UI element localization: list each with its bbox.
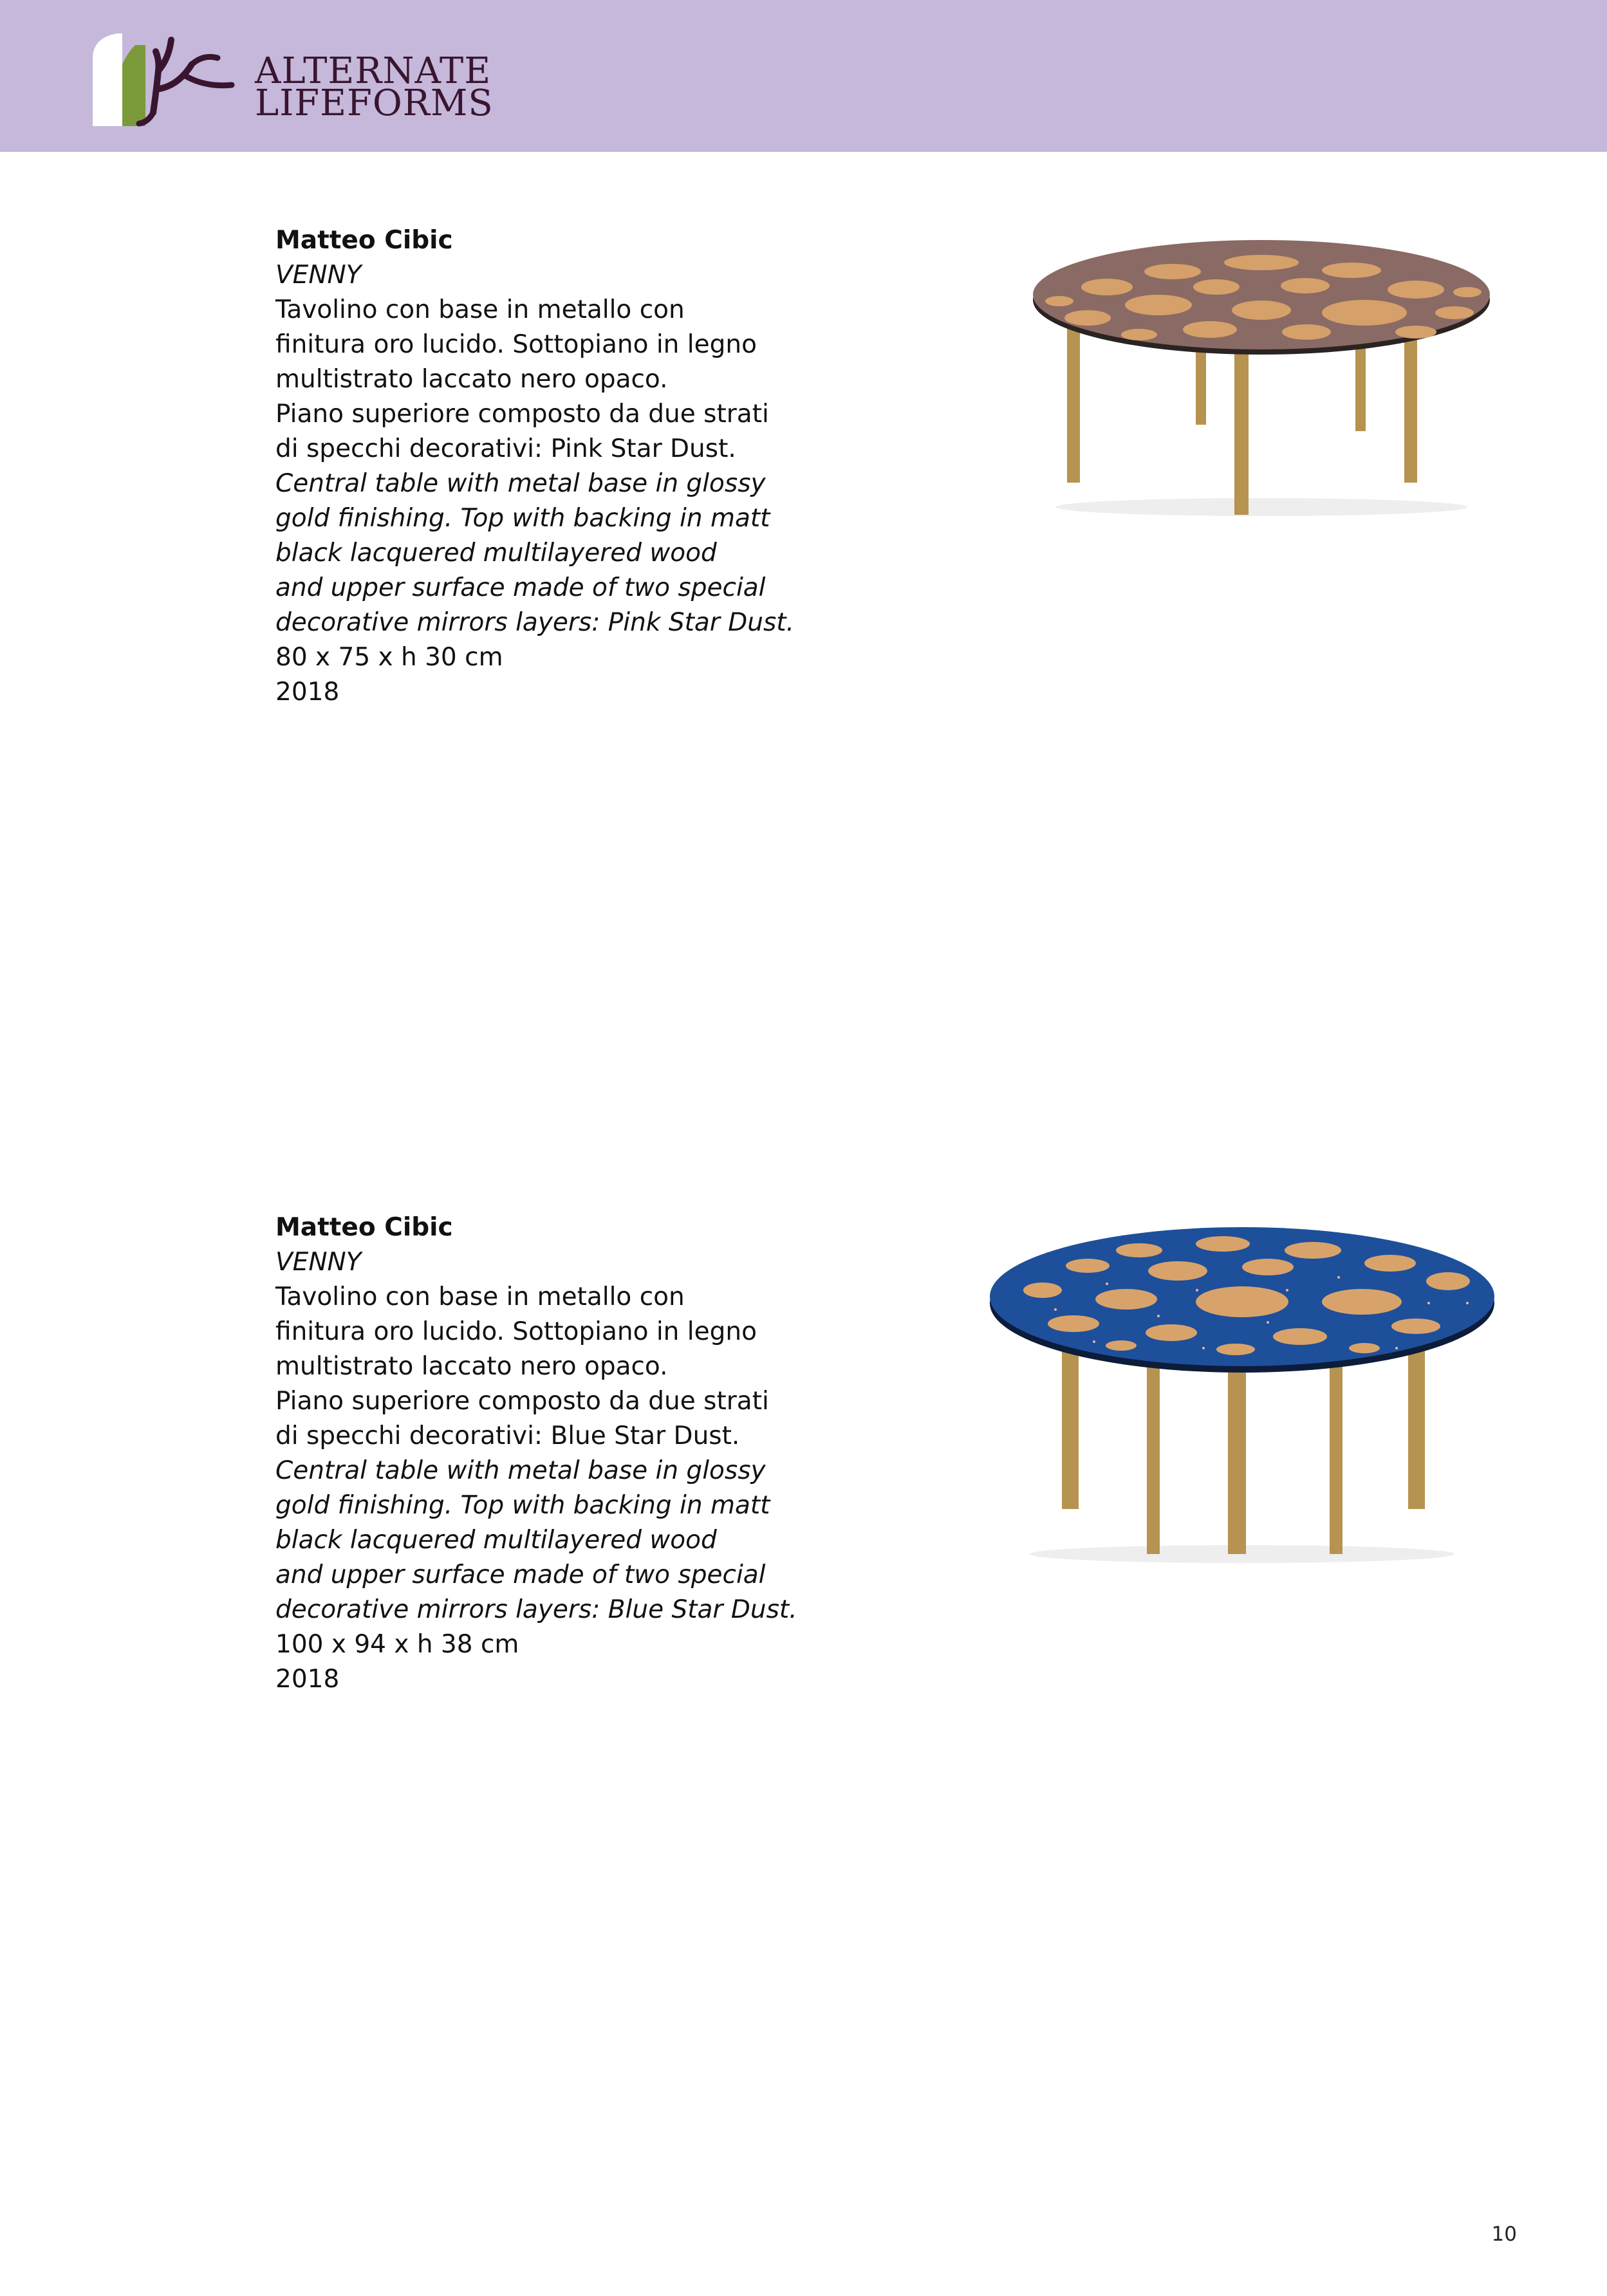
description-en-line: gold finishing. Top with backing in matt — [275, 504, 770, 533]
description-en-line: black lacquered multilayered wood — [275, 1526, 717, 1555]
description-en-line: Central table with metal base in glossy — [275, 1456, 766, 1485]
description-en-line: and upper surface made of two special — [275, 573, 766, 602]
product-title: VENNY — [275, 1248, 362, 1277]
description-en-line: decorative mirrors layers: Blue Star Dust. — [275, 1595, 797, 1624]
description-it-line: multistrato laccato nero opaco. — [275, 365, 668, 394]
description-en-line: and upper surface made of two special — [275, 1560, 766, 1589]
year: 2018 — [275, 1665, 340, 1694]
designer-name: Matteo Cibic — [275, 1213, 453, 1242]
product-image-pink-table[interactable] — [1004, 238, 1519, 524]
description-it-line: finitura oro lucido. Sottopiano in legno — [275, 1317, 757, 1346]
year: 2018 — [275, 678, 340, 707]
description-it-line: Piano superiore composto da due strati — [275, 400, 769, 429]
product-title: VENNY — [275, 261, 362, 290]
description-it-line: multistrato laccato nero opaco. — [275, 1352, 668, 1381]
description-it-line: Tavolino con base in metallo con — [275, 295, 685, 324]
description-it-line: Tavolino con base in metallo con — [275, 1282, 685, 1311]
brand-line-1: ALTERNATE — [255, 50, 492, 92]
brand-logo[interactable] — [89, 26, 526, 135]
product-entry-2 — [275, 1210, 829, 1697]
description-en-line: black lacquered multilayered wood — [275, 539, 717, 568]
brand-line-2: LIFEFORMS — [255, 82, 494, 124]
designer-name: Matteo Cibic — [275, 226, 453, 255]
brand-name — [255, 50, 494, 124]
dimensions: 80 x 75 x h 30 cm — [275, 643, 503, 672]
description-en-line: decorative mirrors layers: Pink Star Dust. — [275, 608, 794, 637]
description-it-line: Piano superiore composto da due strati — [275, 1387, 769, 1416]
logo-mark-icon — [89, 26, 256, 135]
description-en-line: gold finishing. Top with backing in matt — [275, 1491, 770, 1520]
product-entry-1 — [275, 223, 829, 710]
product-image-blue-table[interactable] — [978, 1219, 1506, 1569]
description-it-line: di specchi decorativi: Blue Star Dust. — [275, 1421, 740, 1450]
description-it-line: di specchi decorativi: Pink Star Dust. — [275, 434, 736, 463]
description-en-line: Central table with metal base in glossy — [275, 469, 766, 498]
description-it-line: finitura oro lucido. Sottopiano in legno — [275, 330, 757, 359]
page-header — [0, 0, 1607, 152]
page-number: 10 — [1491, 2223, 1517, 2246]
dimensions: 100 x 94 x h 38 cm — [275, 1630, 519, 1659]
